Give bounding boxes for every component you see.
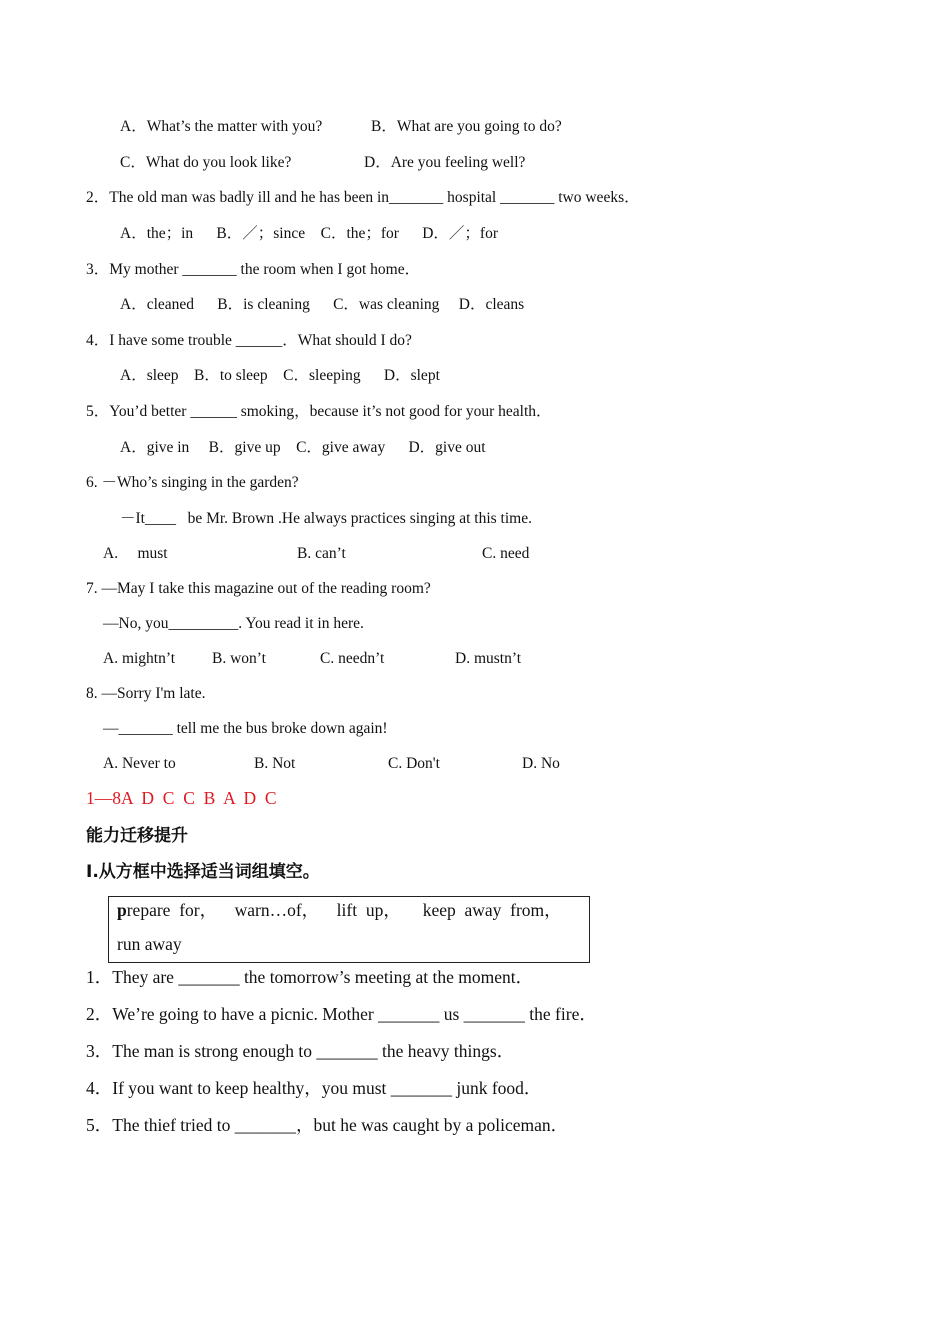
q7-option-d: D. mustn’t (455, 650, 522, 667)
word-box-line-2: run away (117, 934, 182, 954)
q8-option-c: C. Don't (388, 755, 440, 772)
fill-sentence-5: 5．The thief tried to _______，but he was caught by a policeman． (86, 1115, 569, 1135)
section-title: 能力迁移提升 (86, 826, 188, 846)
q2-options: A．the；in B．／；since C．the；for D．／；for (120, 225, 498, 242)
word-box-line-1 (117, 899, 562, 921)
q8-option-d: D. No (522, 755, 560, 772)
q5-options: A．give in B．give up C．give away D．give out (120, 439, 486, 456)
q6-reply: －It____ be Mr. Brown .He always practices singing at this time. (120, 510, 532, 527)
q1-option-c: C．What do you look like? (120, 154, 292, 171)
q6-option-b: B. can’t (297, 545, 346, 562)
q4-options: A．sleep B．to sleep C．sleeping D．slept (120, 367, 440, 384)
fill-sentence-1: 1．They are _______ the tomorrow’s meeting at the moment． (86, 967, 534, 987)
q1-option-d: D．Are you feeling well? (364, 154, 526, 171)
q7-stem: 7. —May I take this magazine out of the reading room? (86, 580, 431, 597)
q8-reply: —_______ tell me the bus broke down again! (103, 720, 388, 737)
q8-option-a: A. Never to (103, 755, 176, 772)
q2-stem: 2．The old man was badly ill and he has been in_______ hospital _______ two weeks． (86, 189, 640, 206)
fill-sentence-2: 2．We’re going to have a picnic. Mother _______ us _______ the fire． (86, 1004, 597, 1024)
q7-option-b: B. won’t (212, 650, 266, 667)
fill-sentence-4: 4．If you want to keep healthy，you must _______ junk food． (86, 1078, 542, 1098)
q3-stem: 3．My mother _______ the room when I got home． (86, 261, 421, 278)
q8-stem: 8. —Sorry I'm late. (86, 685, 206, 702)
q1-option-b: B．What are you going to do? (371, 118, 562, 135)
q6-option-a: A. must (103, 545, 168, 562)
q1-option-a: A．What’s the matter with you? (120, 118, 323, 135)
word-box-bold-letter: p (117, 900, 127, 920)
fill-sentence-3: 3．The man is strong enough to _______ the heavy things． (86, 1041, 515, 1061)
q7-reply: —No, you_________. You read it in here. (103, 615, 364, 632)
part1-title: I.从方框中选择适当词组填空。 (86, 862, 320, 882)
q6-stem: 6. －Who’s singing in the garden? (86, 474, 299, 491)
word-box-phrases: repare for， warn…of， lift up， keep away from， (126, 900, 562, 920)
q7-option-c: C. needn’t (320, 650, 385, 667)
q4-stem: 4．I have some trouble ______．What should I do? (86, 332, 412, 349)
q5-stem: 5．You’d better ______ smoking，because it’s not good for your health． (86, 403, 552, 420)
answer-key: 1—8A D C C B A D C (86, 788, 277, 808)
q8-option-b: B. Not (254, 755, 296, 772)
q6-option-c: C. need (482, 545, 530, 562)
q3-options: A．cleaned B．is cleaning C．was cleaning D．cleans (120, 296, 525, 313)
q7-option-a: A. mightn’t (103, 650, 176, 667)
